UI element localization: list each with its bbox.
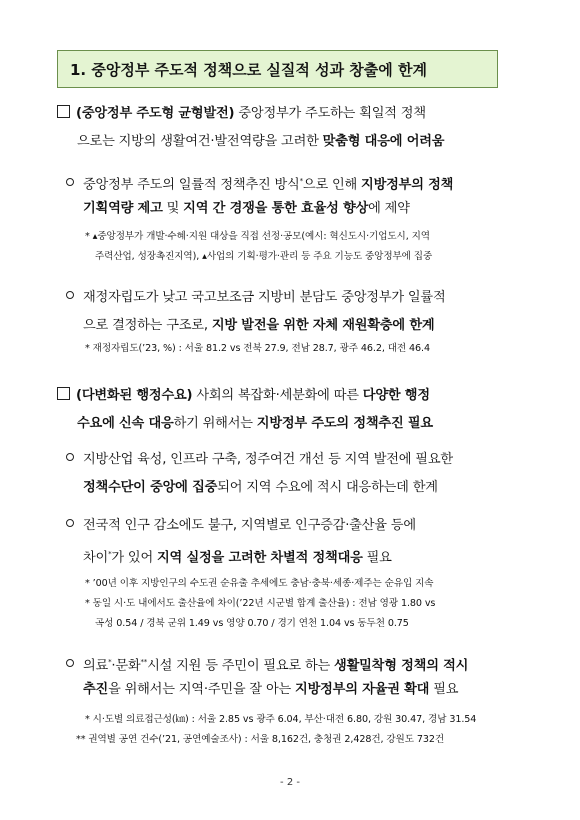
text: 재정자립도가 낮고 국고보조금 지방비 분담도 중앙정부가 일률적 [83,290,446,305]
text: 전국적 인구 감소에도 불구, 지역별로 인구증감·출산율 등에 [83,518,416,533]
paragraph-line [83,312,434,340]
bold-text: 지방 발전을 위한 자체 재원확충에 한계 [211,318,435,333]
circle-bullet-icon [66,178,74,186]
footnote: * ▴중앙정부가 개발·수혜·지원 대상을 직접 선정·공모(예시: 혁신도시·기업도시, 지역 [85,231,430,242]
bold-text: 추진 [83,682,109,697]
bold-text: (중앙정부 주도형 균형발전) [76,106,235,121]
bold-text: 지역 실정을 고려한 차별적 정책대응 [157,550,363,566]
bold-text: 다양한 행정 [362,388,430,403]
section-title-box [57,50,498,88]
footnote: * ’00년 이후 지방인구의 수도권 순유출 추세에도 충남·충북·세종·제주는 순유입 지속 [85,578,434,589]
bold-text: 지방정부 주도의 정책추진 필요 [256,416,433,431]
square-bullet-paragraph-2 [57,382,430,410]
text: 사회의 복잡화·세분화에 따른 [192,388,363,403]
text: 으로는 지방의 생활여건·발전역량을 고려한 [77,134,323,149]
square-bullet-icon [57,105,70,118]
bold-text: 맞춤형 대응에 어려움 [322,134,445,149]
text: 되어 지역 수요에 적시 대응하는데 한계 [217,480,438,495]
circle-bullet-icon [66,291,74,299]
text: 가 있어 [111,550,157,566]
bold-text: 지역 간 경쟁을 통한 효율성 향상 [183,201,369,216]
paragraph-line [83,474,438,502]
footnote: * 재정자립도(’23, %) : 서울 81.2 vs 전북 27.9, 전남 28.7, 광주 46.2, 대전 46.4 [85,343,430,354]
page-number: - 2 - [280,777,300,788]
text: 하기 위해서는 [173,416,257,431]
text: ·문화 [111,658,141,674]
circle-bullet-icon [66,519,74,527]
circle-bullet-paragraph-2 [66,284,446,312]
paragraph-line [77,410,433,438]
bold-text: 수요에 신속 대응 [77,416,174,431]
text: 및 [162,201,184,216]
text: 지방산업 육성, 인프라 구축, 정주여건 개선 등 지역 발전에 필요한 [83,452,453,467]
paragraph-line [83,676,458,704]
section-title: 1. 중앙정부 주도적 정책으로 실질적 성과 창출에 한계 [70,60,427,79]
footnote-mark: * [108,658,112,666]
paragraph-line [77,128,444,156]
text: 으로 결정하는 구조로, [83,318,212,333]
text: 필요 [429,682,459,697]
bold-text: 생활밀착형 정책의 적시 [334,658,469,674]
footnote: * 시·도별 의료접근성(㎞) : 서울 2.85 vs 광주 6.04, 부산·대전 6.80, 강원 30.47, 경남 31.54 [85,714,477,725]
text: 중앙정부가 주도하는 획일적 정책 [234,106,426,121]
square-bullet-paragraph-1 [57,100,426,128]
circle-bullet-paragraph-3 [66,446,453,474]
square-bullet-icon [57,387,70,400]
bold-text: 지방정부의 정책 [361,177,454,193]
text: 시설 지원 등 주민이 필요로 하는 [147,658,335,674]
text: 중앙정부 주도의 일률적 정책추진 방식 [83,177,300,193]
text: 을 위해서는 지역·주민을 잘 아는 [108,682,296,697]
footnote-mark: ** [140,658,148,666]
text: 으로 인해 [302,177,362,193]
footnote-mark: * [299,177,303,185]
footnote-mark: * [108,550,112,558]
text: 차이 [83,550,109,566]
circle-bullet-paragraph-4 [66,512,416,540]
circle-bullet-icon [66,453,74,461]
footnote: ** 권역별 공연 건수(’21, 공연예술조사) : 서울 8,162건, 충청권 2,428건, 강원도 732건 [76,734,445,745]
paragraph-line [83,540,392,572]
bold-text: (다변화된 행정수요) [76,388,193,403]
text: 의료 [83,658,109,674]
footnote: 곡성 0.54 / 경북 군위 1.49 vs 영양 0.70 / 경기 연천 1.04 vs 동두천 0.75 [95,618,409,629]
paragraph-line [83,195,410,223]
footnote: * 동일 시·도 내에서도 출산율에 차이(’22년 시군별 합계 출산율) : 전남 영광 1.80 vs [85,598,436,609]
circle-bullet-icon [66,659,74,667]
bold-text: 기획역량 제고 [83,201,163,216]
text: 에 제약 [368,201,410,216]
text: 필요 [362,550,392,566]
footnote: 주력산업, 성장촉진지역), ▴사업의 기획·평가·관리 등 주요 기능도 중앙정부에 집중 [95,251,433,262]
bold-text: 정책수단이 중앙에 집중 [83,480,218,495]
bold-text: 지방정부의 자율권 확대 [295,682,430,697]
